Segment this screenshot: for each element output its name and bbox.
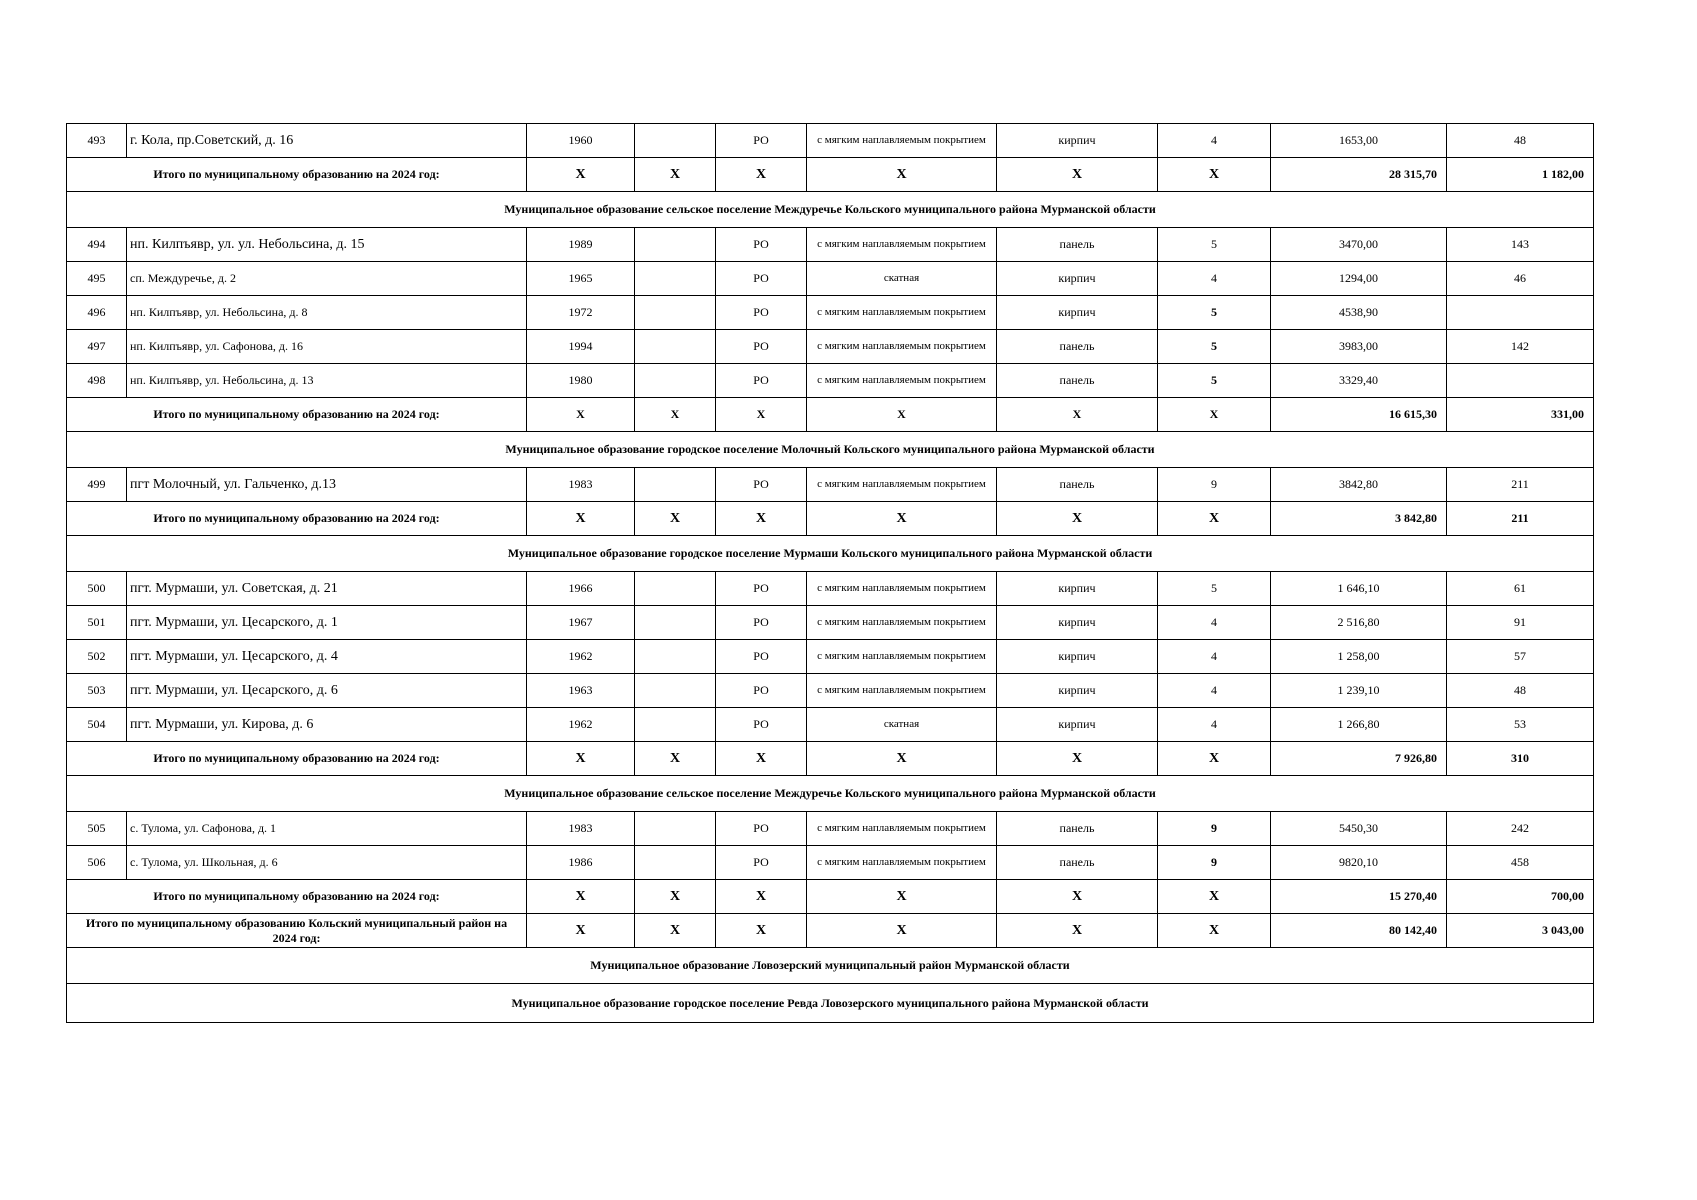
x-mark: X bbox=[635, 914, 716, 948]
x-mark: X bbox=[807, 914, 997, 948]
row-floors: 4 bbox=[1158, 674, 1271, 708]
table-row bbox=[67, 708, 1594, 742]
x-mark: X bbox=[527, 742, 635, 776]
district-total-residents: 3 043,00 bbox=[1447, 914, 1594, 948]
table-row bbox=[67, 674, 1594, 708]
row-area: 1653,00 bbox=[1271, 124, 1447, 158]
row-number: 495 bbox=[67, 262, 127, 296]
x-mark: X bbox=[997, 398, 1158, 432]
row-roof: скатная bbox=[807, 262, 997, 296]
row-number: 497 bbox=[67, 330, 127, 364]
row-type: РО bbox=[716, 228, 807, 262]
row-number: 500 bbox=[67, 572, 127, 606]
row-area: 2 516,80 bbox=[1271, 606, 1447, 640]
row-walls: кирпич bbox=[997, 572, 1158, 606]
row-number: 504 bbox=[67, 708, 127, 742]
subtotal-residents: 310 bbox=[1447, 742, 1594, 776]
row-blank bbox=[635, 572, 716, 606]
row-type: РО bbox=[716, 812, 807, 846]
row-year: 1963 bbox=[527, 674, 635, 708]
row-year: 1986 bbox=[527, 846, 635, 880]
row-area: 1 646,10 bbox=[1271, 572, 1447, 606]
subtotal-row bbox=[67, 742, 1594, 776]
subtotal-residents: 211 bbox=[1447, 502, 1594, 536]
table-row bbox=[67, 812, 1594, 846]
x-mark: X bbox=[997, 502, 1158, 536]
table-row bbox=[67, 364, 1594, 398]
row-type: РО bbox=[716, 296, 807, 330]
subtotal-label: Итого по муниципальному образованию на 2024 год: bbox=[67, 158, 527, 192]
row-walls: кирпич bbox=[997, 262, 1158, 296]
x-mark: X bbox=[716, 880, 807, 914]
row-area: 1 258,00 bbox=[1271, 640, 1447, 674]
x-mark: X bbox=[1158, 914, 1271, 948]
row-roof: скатная bbox=[807, 708, 997, 742]
row-residents bbox=[1447, 296, 1594, 330]
row-blank bbox=[635, 708, 716, 742]
row-floors: 4 bbox=[1158, 124, 1271, 158]
x-mark: X bbox=[716, 502, 807, 536]
subtotal-row bbox=[67, 158, 1594, 192]
section-title: Муниципальное образование городское поселение Ревда Ловозерского муниципального района Мурманской области bbox=[67, 984, 1594, 1023]
table-row bbox=[67, 124, 1594, 158]
row-area: 1 239,10 bbox=[1271, 674, 1447, 708]
subtotal-label: Итого по муниципальному образованию на 2024 год: bbox=[67, 502, 527, 536]
row-blank bbox=[635, 846, 716, 880]
subtotal-area: 28 315,70 bbox=[1271, 158, 1447, 192]
x-mark: X bbox=[1158, 502, 1271, 536]
row-blank bbox=[635, 228, 716, 262]
x-mark: X bbox=[716, 742, 807, 776]
x-mark: X bbox=[807, 398, 997, 432]
row-blank bbox=[635, 674, 716, 708]
row-residents: 61 bbox=[1447, 572, 1594, 606]
row-blank bbox=[635, 330, 716, 364]
x-mark: X bbox=[635, 880, 716, 914]
subtotal-area: 16 615,30 bbox=[1271, 398, 1447, 432]
x-mark: X bbox=[1158, 158, 1271, 192]
table-row bbox=[67, 262, 1594, 296]
row-area: 1294,00 bbox=[1271, 262, 1447, 296]
district-total-area: 80 142,40 bbox=[1271, 914, 1447, 948]
x-mark: X bbox=[807, 502, 997, 536]
row-year: 1962 bbox=[527, 708, 635, 742]
row-residents: 242 bbox=[1447, 812, 1594, 846]
row-roof: с мягким наплавляемым покрытием bbox=[807, 296, 997, 330]
row-residents bbox=[1447, 364, 1594, 398]
district-total-label: Итого по муниципальному образованию Кольский муниципальный район на 2024 год: bbox=[67, 914, 527, 948]
section-header-row bbox=[67, 776, 1594, 812]
table-row bbox=[67, 640, 1594, 674]
table-row bbox=[67, 296, 1594, 330]
register-table bbox=[66, 123, 1594, 1023]
row-area: 5450,30 bbox=[1271, 812, 1447, 846]
section-header-row bbox=[67, 192, 1594, 228]
row-area: 4538,90 bbox=[1271, 296, 1447, 330]
row-walls: панель bbox=[997, 468, 1158, 502]
row-area: 3470,00 bbox=[1271, 228, 1447, 262]
row-year: 1972 bbox=[527, 296, 635, 330]
row-type: РО bbox=[716, 468, 807, 502]
x-mark: X bbox=[527, 398, 635, 432]
x-mark: X bbox=[635, 398, 716, 432]
table-row bbox=[67, 606, 1594, 640]
row-year: 1983 bbox=[527, 468, 635, 502]
row-number: 496 bbox=[67, 296, 127, 330]
row-blank bbox=[635, 640, 716, 674]
row-roof: с мягким наплавляемым покрытием bbox=[807, 606, 997, 640]
row-floors: 9 bbox=[1158, 468, 1271, 502]
row-roof: с мягким наплавляемым покрытием bbox=[807, 330, 997, 364]
row-walls: панель bbox=[997, 812, 1158, 846]
x-mark: X bbox=[997, 880, 1158, 914]
row-number: 505 bbox=[67, 812, 127, 846]
row-type: РО bbox=[716, 364, 807, 398]
subtotal-row bbox=[67, 502, 1594, 536]
section-header-row bbox=[67, 984, 1594, 1023]
subtotal-residents: 331,00 bbox=[1447, 398, 1594, 432]
row-type: РО bbox=[716, 846, 807, 880]
row-type: РО bbox=[716, 640, 807, 674]
row-residents: 53 bbox=[1447, 708, 1594, 742]
row-floors: 4 bbox=[1158, 640, 1271, 674]
row-walls: кирпич bbox=[997, 640, 1158, 674]
row-year: 1966 bbox=[527, 572, 635, 606]
row-residents: 91 bbox=[1447, 606, 1594, 640]
subtotal-row bbox=[67, 880, 1594, 914]
section-title: Муниципальное образование сельское поселение Междуречье Кольского муниципального района Мурманской области bbox=[67, 192, 1594, 228]
section-header-row bbox=[67, 948, 1594, 984]
row-walls: кирпич bbox=[997, 674, 1158, 708]
row-residents: 46 bbox=[1447, 262, 1594, 296]
subtotal-label: Итого по муниципальному образованию на 2024 год: bbox=[67, 880, 527, 914]
row-type: РО bbox=[716, 572, 807, 606]
row-address: пгт. Мурмаши, ул. Цесарского, д. 4 bbox=[127, 640, 527, 674]
row-number: 494 bbox=[67, 228, 127, 262]
row-address: пгт. Мурмаши, ул. Кирова, д. 6 bbox=[127, 708, 527, 742]
row-floors: 5 bbox=[1158, 228, 1271, 262]
row-type: РО bbox=[716, 262, 807, 296]
table-row bbox=[67, 228, 1594, 262]
row-residents: 48 bbox=[1447, 124, 1594, 158]
table-row bbox=[67, 572, 1594, 606]
row-type: РО bbox=[716, 330, 807, 364]
subtotal-row bbox=[67, 398, 1594, 432]
row-walls: панель bbox=[997, 846, 1158, 880]
subtotal-area: 7 926,80 bbox=[1271, 742, 1447, 776]
row-roof: с мягким наплавляемым покрытием bbox=[807, 228, 997, 262]
row-address: с. Тулома, ул. Школьная, д. 6 bbox=[127, 846, 527, 880]
row-roof: с мягким наплавляемым покрытием bbox=[807, 124, 997, 158]
row-area: 3842,80 bbox=[1271, 468, 1447, 502]
x-mark: X bbox=[527, 914, 635, 948]
table-row bbox=[67, 330, 1594, 364]
row-address: с. Тулома, ул. Сафонова, д. 1 bbox=[127, 812, 527, 846]
row-number: 506 bbox=[67, 846, 127, 880]
row-walls: кирпич bbox=[997, 606, 1158, 640]
row-blank bbox=[635, 296, 716, 330]
x-mark: X bbox=[527, 880, 635, 914]
row-address: пгт. Мурмаши, ул. Цесарского, д. 1 bbox=[127, 606, 527, 640]
x-mark: X bbox=[807, 880, 997, 914]
row-walls: кирпич bbox=[997, 124, 1158, 158]
row-floors: 9 bbox=[1158, 846, 1271, 880]
row-year: 1989 bbox=[527, 228, 635, 262]
x-mark: X bbox=[716, 158, 807, 192]
row-area: 3983,00 bbox=[1271, 330, 1447, 364]
row-address: нп. Килпъявр, ул. ул. Небольсина, д. 15 bbox=[127, 228, 527, 262]
row-roof: с мягким наплавляемым покрытием bbox=[807, 468, 997, 502]
row-type: РО bbox=[716, 708, 807, 742]
row-blank bbox=[635, 124, 716, 158]
x-mark: X bbox=[1158, 398, 1271, 432]
row-number: 501 bbox=[67, 606, 127, 640]
row-walls: кирпич bbox=[997, 296, 1158, 330]
x-mark: X bbox=[716, 914, 807, 948]
row-roof: с мягким наплавляемым покрытием bbox=[807, 674, 997, 708]
section-title: Муниципальное образование городское поселение Мурмаши Кольского муниципального района Мурманской области bbox=[67, 536, 1594, 572]
subtotal-area: 15 270,40 bbox=[1271, 880, 1447, 914]
subtotal-area: 3 842,80 bbox=[1271, 502, 1447, 536]
row-number: 502 bbox=[67, 640, 127, 674]
row-residents: 57 bbox=[1447, 640, 1594, 674]
row-address: пгт Молочный, ул. Гальченко, д.13 bbox=[127, 468, 527, 502]
row-address: нп. Килпъявр, ул. Сафонова, д. 16 bbox=[127, 330, 527, 364]
subtotal-residents: 700,00 bbox=[1447, 880, 1594, 914]
section-title: Муниципальное образование Ловозерский муниципальный район Мурманской области bbox=[67, 948, 1594, 984]
x-mark: X bbox=[527, 158, 635, 192]
row-floors: 4 bbox=[1158, 606, 1271, 640]
row-floors: 5 bbox=[1158, 330, 1271, 364]
row-walls: панель bbox=[997, 228, 1158, 262]
table-row bbox=[67, 846, 1594, 880]
row-year: 1960 bbox=[527, 124, 635, 158]
row-blank bbox=[635, 468, 716, 502]
row-year: 1994 bbox=[527, 330, 635, 364]
x-mark: X bbox=[716, 398, 807, 432]
row-number: 493 bbox=[67, 124, 127, 158]
row-type: РО bbox=[716, 124, 807, 158]
subtotal-label: Итого по муниципальному образованию на 2024 год: bbox=[67, 742, 527, 776]
section-title: Муниципальное образование сельское поселение Междуречье Кольского муниципального района Мурманской области bbox=[67, 776, 1594, 812]
x-mark: X bbox=[635, 158, 716, 192]
row-walls: панель bbox=[997, 364, 1158, 398]
x-mark: X bbox=[807, 158, 997, 192]
x-mark: X bbox=[1158, 742, 1271, 776]
row-type: РО bbox=[716, 606, 807, 640]
row-year: 1967 bbox=[527, 606, 635, 640]
row-address: пгт. Мурмаши, ул. Цесарского, д. 6 bbox=[127, 674, 527, 708]
section-header-row bbox=[67, 536, 1594, 572]
subtotal-residents: 1 182,00 bbox=[1447, 158, 1594, 192]
row-type: РО bbox=[716, 674, 807, 708]
row-blank bbox=[635, 364, 716, 398]
row-address: пгт. Мурмаши, ул. Советская, д. 21 bbox=[127, 572, 527, 606]
row-roof: с мягким наплавляемым покрытием bbox=[807, 572, 997, 606]
section-title: Муниципальное образование городское поселение Молочный Кольского муниципального района Мурманской области bbox=[67, 432, 1594, 468]
row-floors: 4 bbox=[1158, 708, 1271, 742]
row-roof: с мягким наплавляемым покрытием bbox=[807, 364, 997, 398]
row-roof: с мягким наплавляемым покрытием bbox=[807, 812, 997, 846]
subtotal-label: Итого по муниципальному образованию на 2024 год: bbox=[67, 398, 527, 432]
row-floors: 5 bbox=[1158, 572, 1271, 606]
row-number: 499 bbox=[67, 468, 127, 502]
row-area: 9820,10 bbox=[1271, 846, 1447, 880]
row-blank bbox=[635, 812, 716, 846]
row-year: 1962 bbox=[527, 640, 635, 674]
row-address: сп. Междуречье, д. 2 bbox=[127, 262, 527, 296]
row-floors: 4 bbox=[1158, 262, 1271, 296]
row-year: 1980 bbox=[527, 364, 635, 398]
x-mark: X bbox=[997, 158, 1158, 192]
x-mark: X bbox=[997, 742, 1158, 776]
row-blank bbox=[635, 262, 716, 296]
row-floors: 5 bbox=[1158, 364, 1271, 398]
row-residents: 458 bbox=[1447, 846, 1594, 880]
row-roof: с мягким наплавляемым покрытием bbox=[807, 640, 997, 674]
row-area: 1 266,80 bbox=[1271, 708, 1447, 742]
row-floors: 5 bbox=[1158, 296, 1271, 330]
row-blank bbox=[635, 606, 716, 640]
row-number: 498 bbox=[67, 364, 127, 398]
x-mark: X bbox=[997, 914, 1158, 948]
row-address: г. Кола, пр.Советский, д. 16 bbox=[127, 124, 527, 158]
district-total-row bbox=[67, 914, 1594, 948]
row-address: нп. Килпъявр, ул. Небольсина, д. 8 bbox=[127, 296, 527, 330]
row-area: 3329,40 bbox=[1271, 364, 1447, 398]
x-mark: X bbox=[635, 742, 716, 776]
x-mark: X bbox=[527, 502, 635, 536]
table-row bbox=[67, 468, 1594, 502]
row-floors: 9 bbox=[1158, 812, 1271, 846]
row-roof: с мягким наплавляемым покрытием bbox=[807, 846, 997, 880]
register-body bbox=[67, 124, 1594, 1023]
row-residents: 143 bbox=[1447, 228, 1594, 262]
row-residents: 211 bbox=[1447, 468, 1594, 502]
row-walls: кирпич bbox=[997, 708, 1158, 742]
row-address: нп. Килпъявр, ул. Небольсина, д. 13 bbox=[127, 364, 527, 398]
row-year: 1983 bbox=[527, 812, 635, 846]
row-number: 503 bbox=[67, 674, 127, 708]
row-walls: панель bbox=[997, 330, 1158, 364]
x-mark: X bbox=[807, 742, 997, 776]
row-residents: 48 bbox=[1447, 674, 1594, 708]
row-residents: 142 bbox=[1447, 330, 1594, 364]
section-header-row bbox=[67, 432, 1594, 468]
x-mark: X bbox=[635, 502, 716, 536]
row-year: 1965 bbox=[527, 262, 635, 296]
x-mark: X bbox=[1158, 880, 1271, 914]
